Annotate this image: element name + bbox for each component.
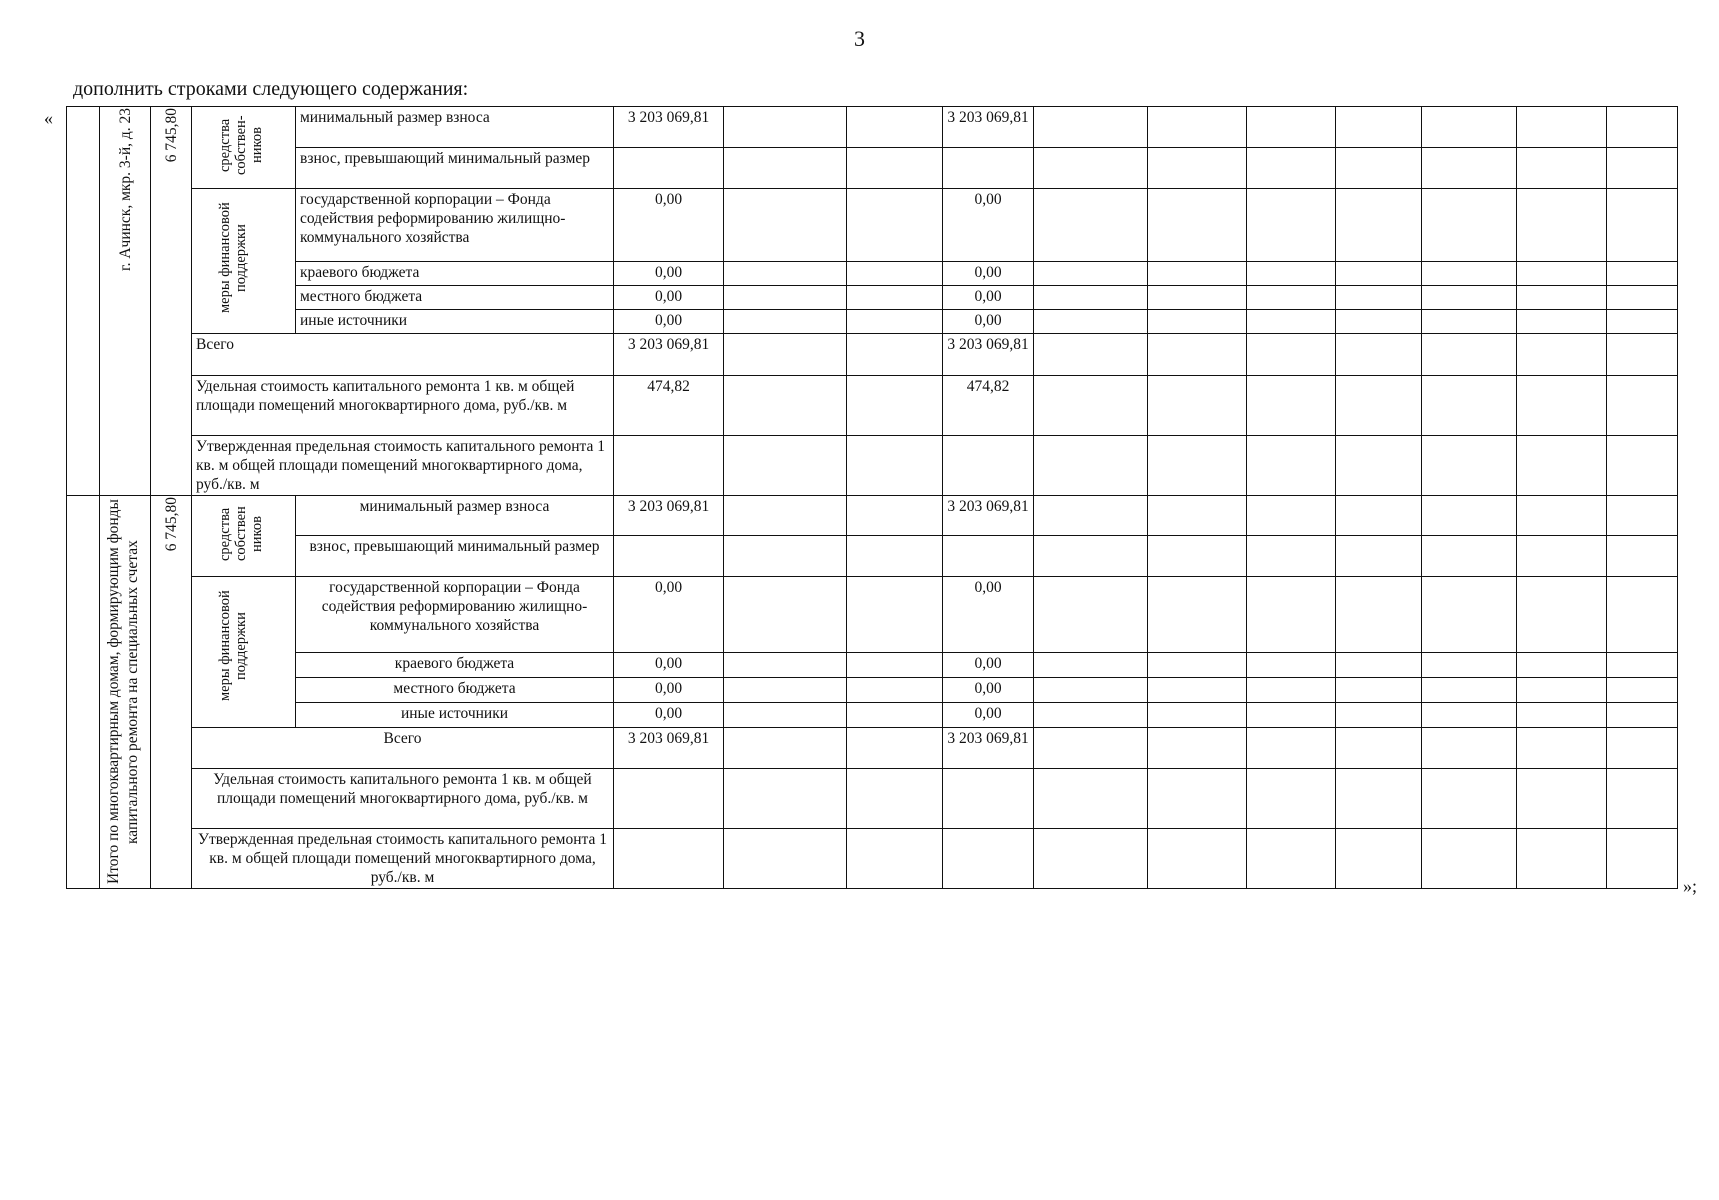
table-row (67, 536, 1678, 577)
table-row (67, 769, 1678, 829)
value-cell: 3 203 069,81 (943, 496, 1034, 536)
value-cell: 0,00 (943, 189, 1034, 262)
row-label: местного бюджета (296, 678, 614, 703)
row-label: минимальный размер взноса (296, 496, 614, 536)
row-label: местного бюджета (296, 286, 614, 310)
table-row (67, 703, 1678, 728)
closing-quote: »; (1683, 876, 1698, 896)
group-support-cell: меры финансовой поддержки (192, 189, 296, 334)
row-label: Утвержденная предельная стоимость капитального ремонта 1 кв. м общей площади помещений многоквартирного дома, руб./кв. м (192, 436, 614, 496)
value-cell: 0,00 (614, 310, 724, 334)
row-label: государственной корпорации – Фонда содействия реформированию жилищно-коммунального хозяйства (296, 577, 614, 653)
summary-title-cell: Итого по многоквартирным домам, формирующим фонды капитального ремонта на специальных счетах (100, 496, 151, 889)
row-label: Утвержденная предельная стоимость капитального ремонта 1 кв. м общей площади помещений многоквартирного дома, руб./кв. м (192, 829, 614, 889)
budget-table (66, 106, 1678, 889)
page-number: 3 (854, 26, 865, 51)
value-cell: 3 203 069,81 (614, 334, 724, 376)
value-cell: 3 203 069,81 (943, 728, 1034, 769)
row-label: Всего (192, 334, 614, 376)
row-label: Удельная стоимость капитального ремонта 1 кв. м общей площади помещений многоквартирного дома, руб./кв. м (192, 376, 614, 436)
row-label: иные источники (296, 310, 614, 334)
table-row (67, 728, 1678, 769)
row-label: взнос, превышающий минимальный размер (296, 148, 614, 189)
value-cell: 3 203 069,81 (943, 107, 1034, 148)
intro-text: дополнить строками следующего содержания: (73, 78, 469, 100)
table-row (67, 262, 1678, 286)
value-cell: 0,00 (614, 577, 724, 653)
value-cell: 0,00 (943, 678, 1034, 703)
value-cell: 0,00 (943, 577, 1034, 653)
address-cell: г. Ачинск, мкр. 3-й, д. 23 (100, 107, 151, 496)
value-cell: 0,00 (943, 286, 1034, 310)
value-cell: 474,82 (943, 376, 1034, 436)
value-cell: 0,00 (614, 678, 724, 703)
value-cell: 0,00 (614, 653, 724, 678)
group-support-cell: меры финансовой поддержки (192, 577, 296, 728)
opening-quote: « (44, 108, 53, 128)
value-cell: 3 203 069,81 (943, 334, 1034, 376)
value-cell: 3 203 069,81 (614, 107, 724, 148)
table-row (67, 829, 1678, 889)
table-row (67, 376, 1678, 436)
row-label: Всего (192, 728, 614, 769)
table-row (67, 496, 1678, 536)
value-cell: 0,00 (943, 310, 1034, 334)
value-cell: 474,82 (614, 376, 724, 436)
table-row (67, 310, 1678, 334)
value-cell: 0,00 (614, 189, 724, 262)
value-cell: 0,00 (614, 262, 724, 286)
row-label: иные источники (296, 703, 614, 728)
value-cell: 0,00 (943, 653, 1034, 678)
value-cell: 0,00 (614, 703, 724, 728)
area-cell: 6 745,80 (151, 107, 192, 496)
row-label: минимальный размер взноса (296, 107, 614, 148)
area-cell: 6 745,80 (151, 496, 192, 889)
row-label: взнос, превышающий минимальный размер (296, 536, 614, 577)
table-row (67, 334, 1678, 376)
group-owners-cell: средства собствен-ников (192, 107, 296, 189)
table-row (67, 286, 1678, 310)
table-row (67, 653, 1678, 678)
table-row (67, 189, 1678, 262)
value-cell: 0,00 (943, 262, 1034, 286)
value-cell: 0,00 (943, 703, 1034, 728)
value-cell: 3 203 069,81 (614, 496, 724, 536)
blank-cell (67, 107, 100, 496)
table-row (67, 436, 1678, 496)
table-row (67, 577, 1678, 653)
table-row (67, 107, 1678, 148)
value-cell: 0,00 (614, 286, 724, 310)
row-label: краевого бюджета (296, 653, 614, 678)
row-label: государственной корпорации – Фонда содействия реформированию жилищно-коммунального хозяйства (296, 189, 614, 262)
row-label: краевого бюджета (296, 262, 614, 286)
table-row (67, 148, 1678, 189)
table-row (67, 678, 1678, 703)
value-cell: 3 203 069,81 (614, 728, 724, 769)
group-owners-cell: средства собствен ников (192, 496, 296, 577)
blank-cell (67, 496, 100, 889)
row-label: Удельная стоимость капитального ремонта 1 кв. м общей площади помещений многоквартирного дома, руб./кв. м (192, 769, 614, 829)
